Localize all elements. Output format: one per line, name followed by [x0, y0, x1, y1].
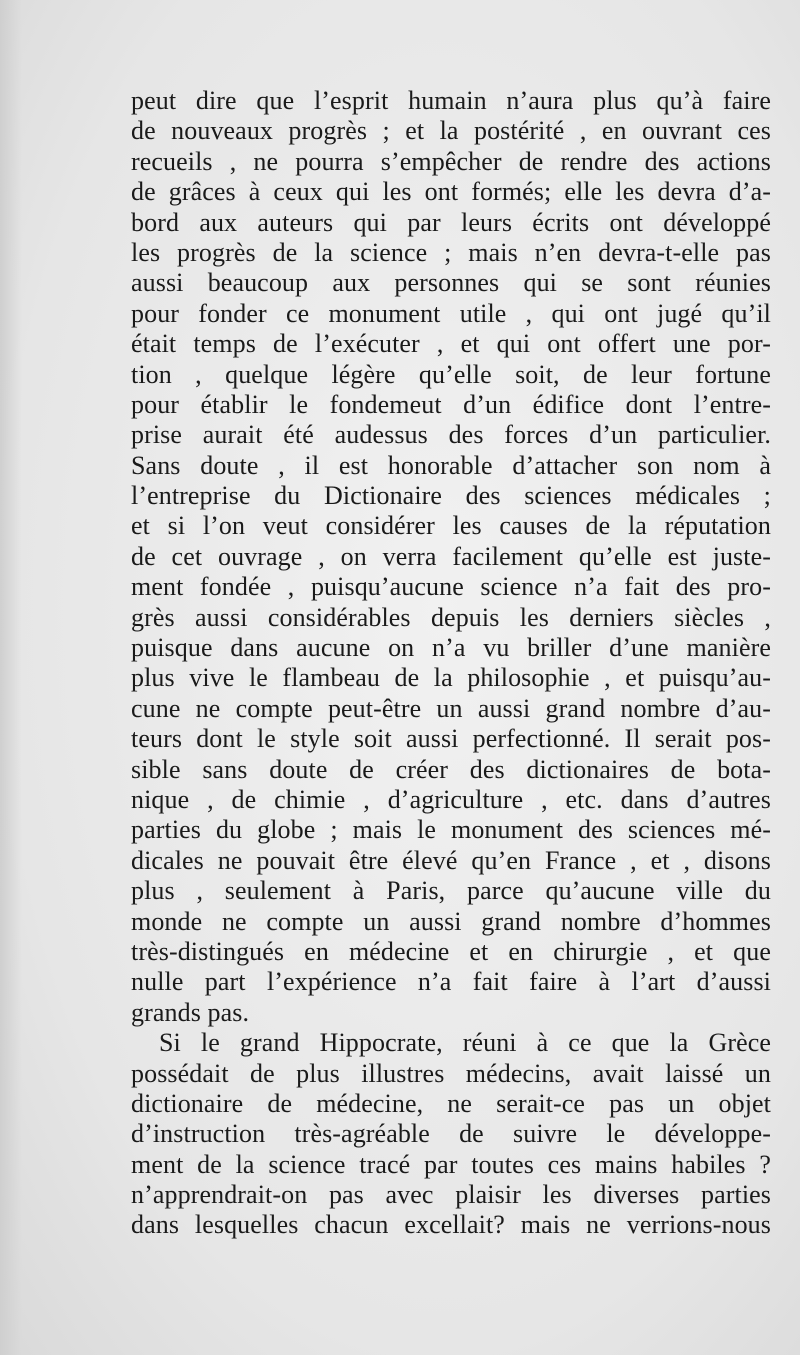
- text-line: peut dire que l’esprit humain n’aura plus qu’à faire: [131, 86, 771, 115]
- text-line: de nouveaux progrès ; et la postérité , en ouvrant ces: [131, 116, 771, 146]
- text-line: ment de la science tracé par toutes ces mains habiles ?: [131, 1149, 771, 1179]
- text-line: ment fondée , puisqu’aucune science n’a fait des pro-: [131, 572, 771, 602]
- text-line: de grâces à ceux qui les ont formés; elle les devra d’a-: [131, 177, 771, 207]
- text-line: Si le grand Hippocrate, réuni à ce que la Grèce: [159, 1028, 771, 1058]
- text-line: très-distingués en médecine et en chirurgie , et que: [131, 936, 771, 966]
- text-line: Sans doute , il est honorable d’attacher son nom à: [131, 450, 771, 480]
- text-line: puisque dans aucune on n’a vu briller d’une manière: [131, 633, 771, 663]
- text-line: grès aussi considérables depuis les derniers siècles ,: [131, 602, 771, 632]
- text-line: et si l’on veut considérer les causes de la réputation: [131, 511, 771, 541]
- text-line: n’apprendrait-on pas avec plaisir les diverses parties: [131, 1180, 771, 1210]
- text-line: teurs dont le style soit aussi perfectionné. Il serait pos-: [131, 724, 771, 754]
- text-line: pour établir le fondemeut d’un édifice dont l’entre-: [131, 389, 771, 419]
- page-gutter-shadow: [0, 0, 22, 1355]
- text-line: tion , quelque légère qu’elle soit, de leur fortune: [131, 359, 771, 389]
- text-line: dictionaire de médecine, ne serait-ce pas un objet: [131, 1088, 771, 1118]
- body-text: [131, 86, 771, 1241]
- text-line: dans lesquelles chacun excellait? mais ne verrions-nous: [131, 1210, 771, 1240]
- text-line: était temps de l’exécuter , et qui ont offert une por-: [131, 329, 771, 359]
- text-line: d’instruction très-agréable de suivre le développe-: [131, 1119, 771, 1149]
- text-line: possédait de plus illustres médecins, avait laissé un: [131, 1058, 771, 1088]
- text-line: prise aurait été audessus des forces d’un particulier.: [131, 420, 771, 450]
- text-line: sible sans doute de créer des dictionaires de bota-: [131, 754, 771, 784]
- text-line: l’entreprise du Dictionaire des sciences médicales ;: [131, 481, 771, 511]
- text-line: parties du globe ; mais le monument des sciences mé-: [131, 815, 771, 845]
- text-line: recueils , ne pourra s’empêcher de rendre des actions: [131, 146, 771, 176]
- text-line: pour fonder ce monument utile , qui ont jugé qu’il: [131, 298, 771, 328]
- text-line: nique , de chimie , d’agriculture , etc. dans d’autres: [131, 784, 771, 814]
- text-line: monde ne compte un aussi grand nombre d’hommes: [131, 906, 771, 936]
- text-line: nulle part l’expérience n’a fait faire à l’art d’aussi: [131, 967, 771, 997]
- text-line: bord aux auteurs qui par leurs écrits ont développé: [131, 207, 771, 237]
- text-line: aussi beaucoup aux personnes qui se sont réunies: [131, 268, 771, 298]
- text-line: les progrès de la science ; mais n’en devra-t-elle pas: [131, 237, 771, 267]
- text-line: de cet ouvrage , on verra facilement qu’elle est juste-: [131, 541, 771, 571]
- text-line: plus , seulement à Paris, parce qu’aucune ville du: [131, 876, 771, 906]
- text-line: dicales ne pouvait être élevé qu’en France , et , disons: [131, 845, 771, 875]
- text-line: cune ne compte peut-être un aussi grand nombre d’au-: [131, 693, 771, 723]
- text-line: plus vive le flambeau de la philosophie , et puisqu’au-: [131, 663, 771, 693]
- text-line: grands pas.: [131, 997, 250, 1027]
